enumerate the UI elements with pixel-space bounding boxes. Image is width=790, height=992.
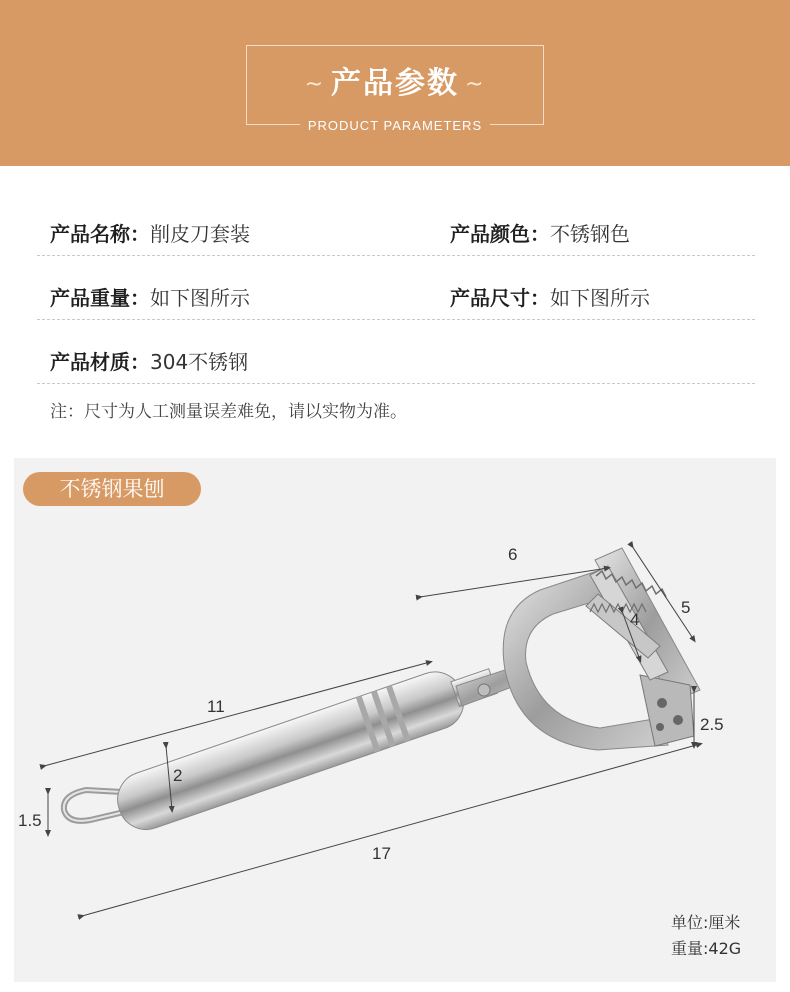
param-value: 304不锈钢 xyxy=(150,350,249,374)
param-value: 如下图所示 xyxy=(150,286,250,310)
dim-hook-height: 1.5 xyxy=(18,811,42,830)
rivet xyxy=(478,684,490,696)
param-label: 产品颜色： xyxy=(450,222,550,246)
param-label: 产品重量： xyxy=(50,286,150,310)
hook xyxy=(64,790,124,821)
unit-info xyxy=(671,910,741,962)
left-ornament: ~ xyxy=(304,72,325,97)
dim-blade-length: 4 xyxy=(630,610,640,629)
handle xyxy=(110,654,502,837)
right-ornament: ~ xyxy=(465,72,486,97)
page-title: 产品参数 xyxy=(331,66,459,101)
page-subtitle: PRODUCT PARAMETERS xyxy=(300,118,490,133)
dim-blade-width: 6 xyxy=(508,545,518,564)
product-badge: 不锈钢果刨 xyxy=(23,472,201,506)
param-value: 削皮刀套装 xyxy=(150,222,250,246)
dim-handle-diameter: 2 xyxy=(173,766,183,785)
measurement-note: 注：尺寸为人工测量误差难免，请以实物为准。 xyxy=(50,402,407,422)
dim-head-height: 2.5 xyxy=(700,715,724,734)
weight-label: 重量:42G xyxy=(671,939,742,958)
param-label: 产品尺寸： xyxy=(450,286,550,310)
param-label: 产品材质： xyxy=(50,350,150,374)
dim-total-length: 17 xyxy=(372,844,391,863)
param-value: 如下图所示 xyxy=(550,286,650,310)
param-label: 产品名称： xyxy=(50,222,150,246)
dim-handle-length: 11 xyxy=(207,697,225,716)
unit-label: 单位:厘米 xyxy=(671,913,741,932)
dim-blade-depth: 5 xyxy=(681,598,691,617)
param-value: 不锈钢色 xyxy=(550,222,630,246)
